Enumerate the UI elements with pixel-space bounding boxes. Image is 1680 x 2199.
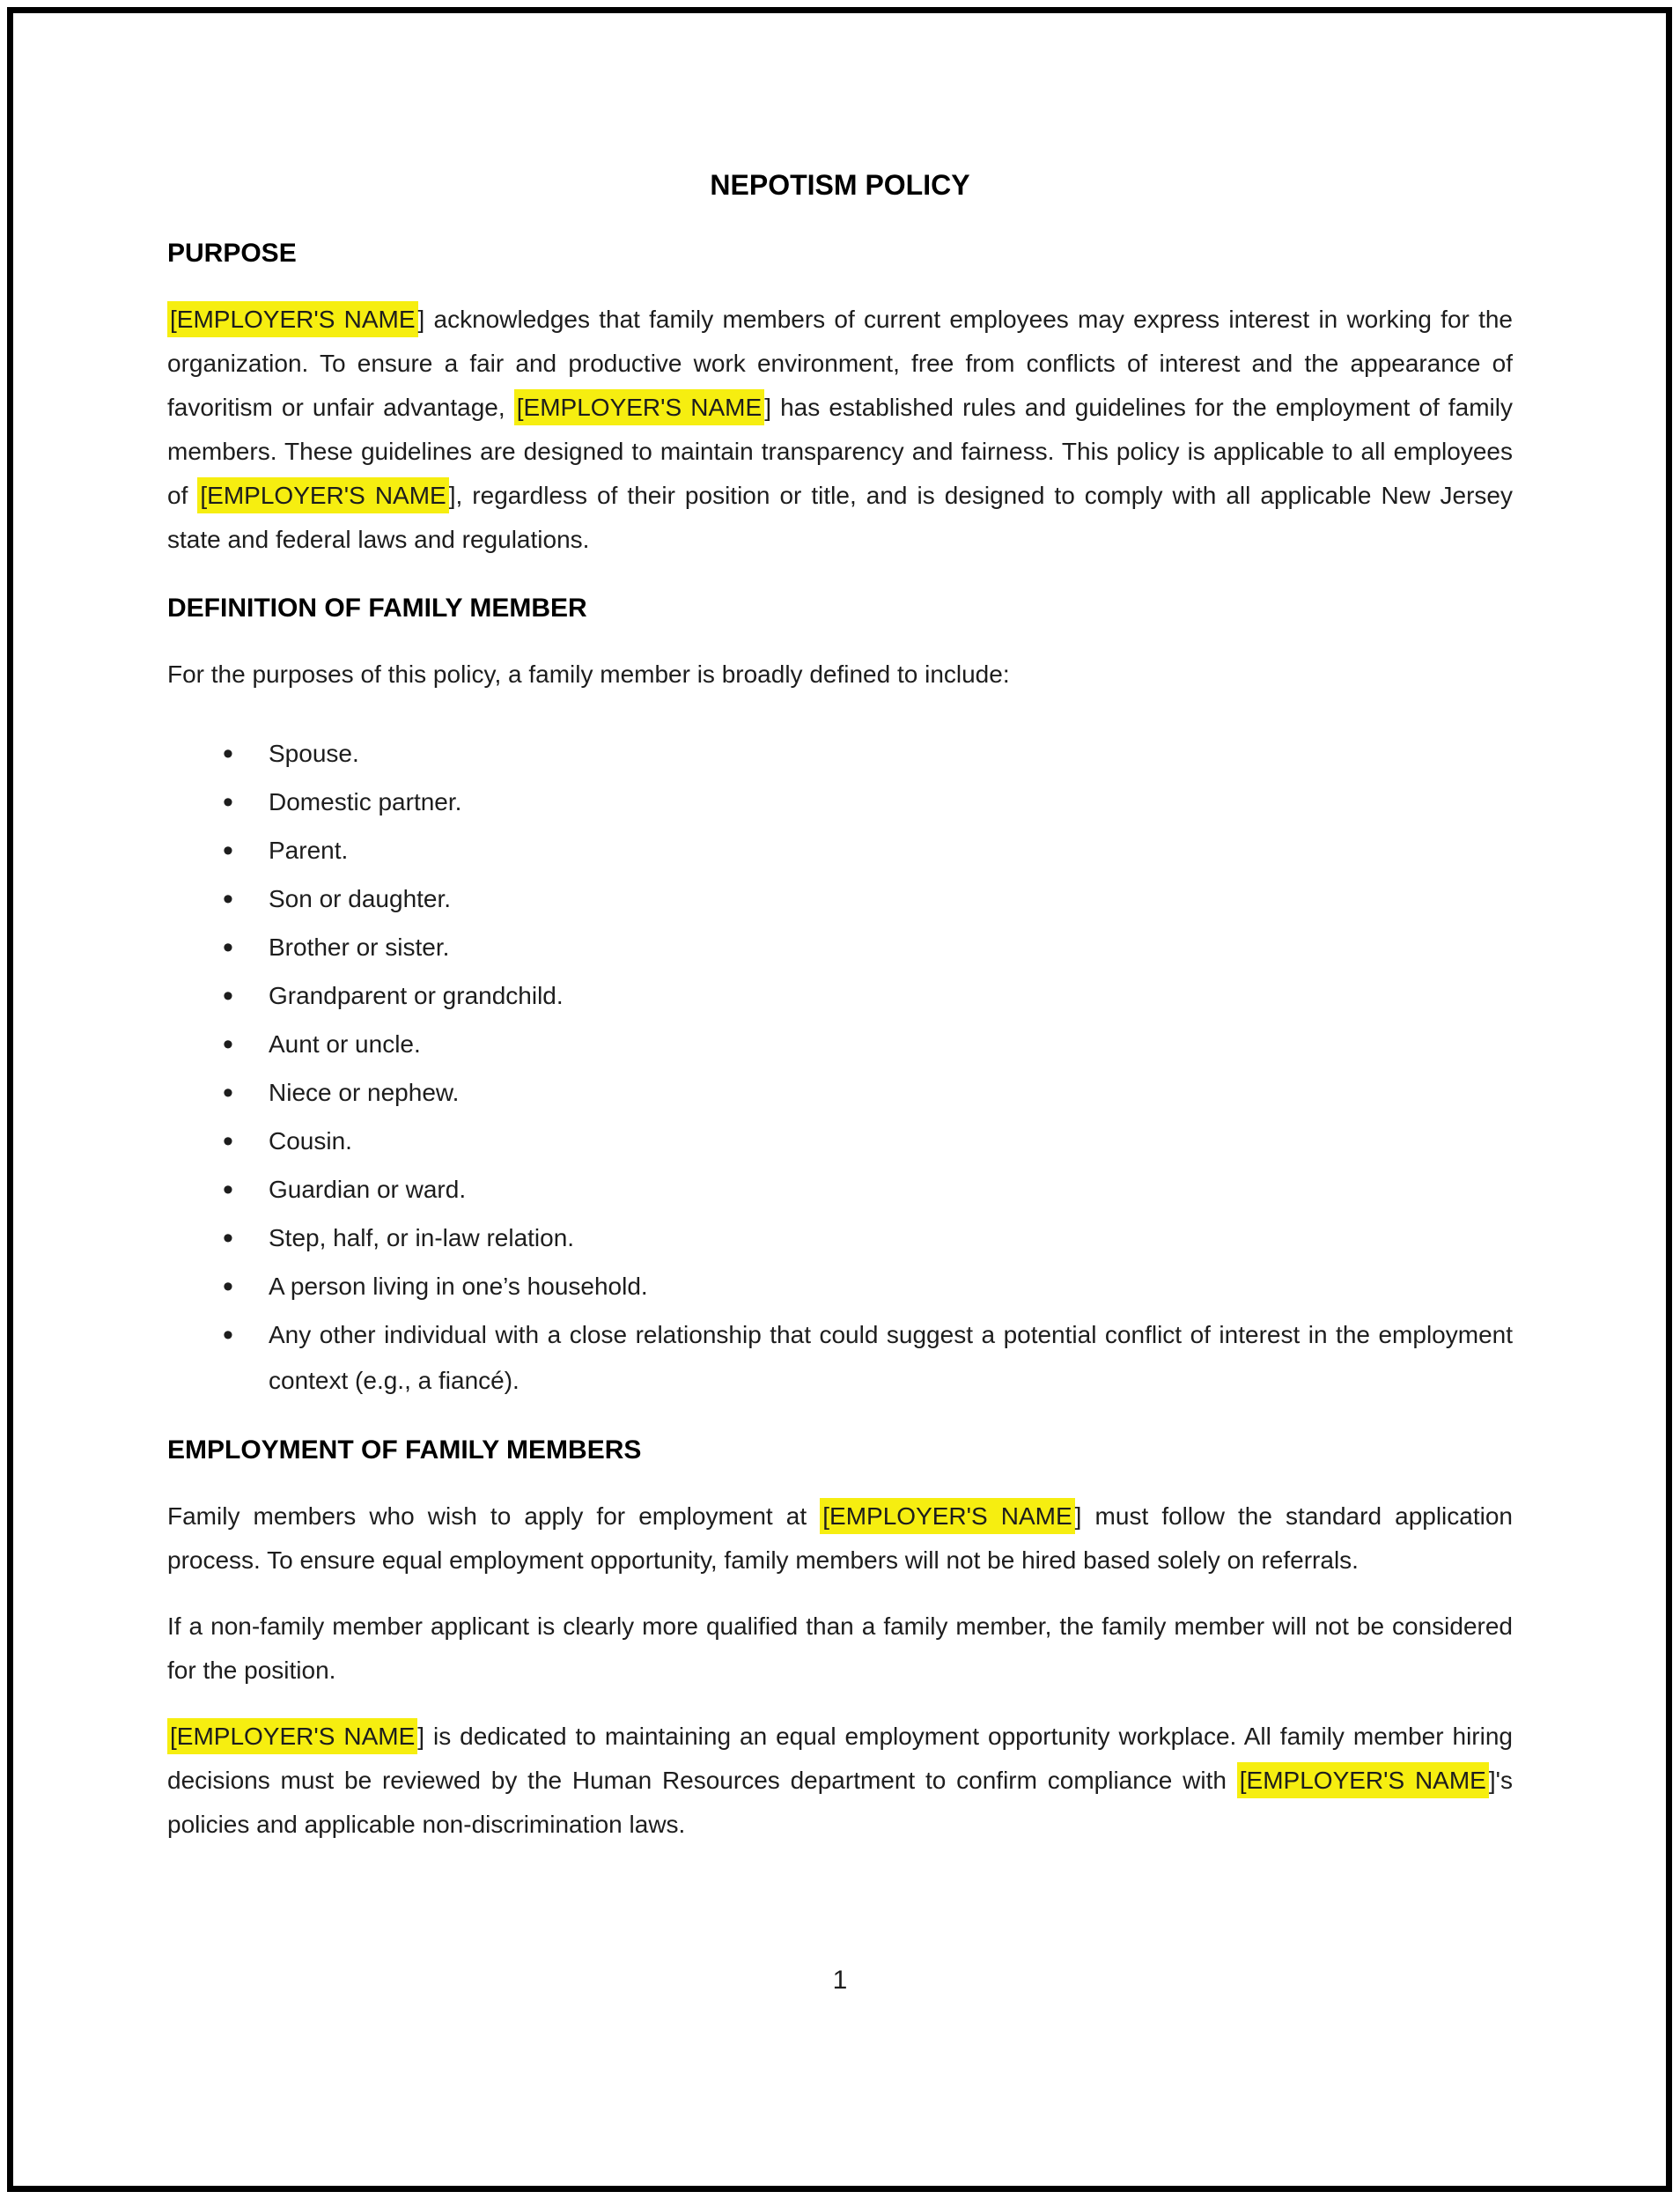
- section-heading-definition: DEFINITION OF FAMILY MEMBER: [167, 594, 587, 623]
- employer-name-highlight: [EMPLOYER'S NAME: [514, 389, 764, 425]
- list-item-parent: • Parent.: [269, 828, 1513, 874]
- document-title: NEPOTISM POLICY: [710, 169, 970, 201]
- employer-name-highlight: [EMPLOYER'S NAME: [820, 1498, 1074, 1534]
- list-item-cousin: • Cousin.: [269, 1118, 1513, 1164]
- list-item-son-daughter: • Son or daughter.: [269, 876, 1513, 922]
- list-item-step-half-inlaw: • Step, half, or in-law relation.: [269, 1215, 1513, 1261]
- text-run: ] acknowledges that family members of current employees may express interest in working for the organization. To ensure a fair and productive work environment, free from conflicts of interest and the appearance of favoritism or unfair advantage,: [167, 306, 1513, 421]
- employer-name-highlight: [EMPLOYER'S NAME: [197, 477, 448, 513]
- purpose-paragraph: [167, 298, 1513, 562]
- text-run: ] is dedicated to maintaining an equal employment opportunity workplace. All family member hiring decisions must be reviewed by the Human Resources department to confirm compliance with: [167, 1723, 1513, 1794]
- list-item-guardian-ward: • Guardian or ward.: [269, 1167, 1513, 1213]
- text-run: ] has established rules and guidelines for the employment of family members. These guidelines are designed to maintain transparency and fairness. This policy is applicable to all employees of: [167, 394, 1514, 509]
- text-run: ], regardless of their position or title, and is designed to comply with all applicable New Jersey state and federal laws and regulations.: [167, 482, 1514, 553]
- employment-paragraph-3: [167, 1715, 1513, 1847]
- list-item-grandparent-grandchild: • Grandparent or grandchild.: [269, 973, 1513, 1019]
- text-run: Family members who wish to apply for employment at: [167, 1502, 821, 1530]
- definition-intro: For the purposes of this policy, a family member is broadly defined to include:: [167, 660, 1010, 688]
- employer-name-highlight: [EMPLOYER'S NAME: [167, 301, 418, 337]
- list-item-spouse: • Spouse.: [269, 731, 1513, 777]
- list-item-brother-sister: • Brother or sister.: [269, 925, 1513, 970]
- family-member-list: [167, 731, 1513, 1404]
- employer-name-highlight: [EMPLOYER'S NAME: [167, 1718, 417, 1754]
- list-item-niece-nephew: • Niece or nephew.: [269, 1070, 1513, 1116]
- list-item-other-relationship: • Any other individual with a close relationship that could suggest a potential conflict of interest in the employment context (e.g., a fiancé).: [269, 1312, 1513, 1404]
- employer-name-highlight: [EMPLOYER'S NAME: [1237, 1762, 1489, 1798]
- section-heading-employment: EMPLOYMENT OF FAMILY MEMBERS: [167, 1435, 642, 1465]
- page-number: 1: [832, 1966, 848, 1995]
- list-item-household: • A person living in one’s household.: [269, 1264, 1513, 1310]
- text-run: ] must follow the standard application process. To ensure equal employment opportunity, family members will not be hired based solely on referrals.: [167, 1502, 1513, 1574]
- text-run: ]'s policies and applicable non-discrimination laws.: [167, 1767, 1513, 1838]
- section-heading-purpose: PURPOSE: [167, 239, 297, 268]
- text-run: If a non-family member applicant is clearly more qualified than a family member, the family member will not be considered for the position.: [167, 1612, 1513, 1684]
- employment-paragraph-2: [167, 1605, 1513, 1693]
- employment-paragraph-1: [167, 1494, 1513, 1583]
- document-page: [167, 0, 1513, 2003]
- list-item-domestic-partner: • Domestic partner.: [269, 779, 1513, 825]
- list-item-aunt-uncle: • Aunt or uncle.: [269, 1022, 1513, 1067]
